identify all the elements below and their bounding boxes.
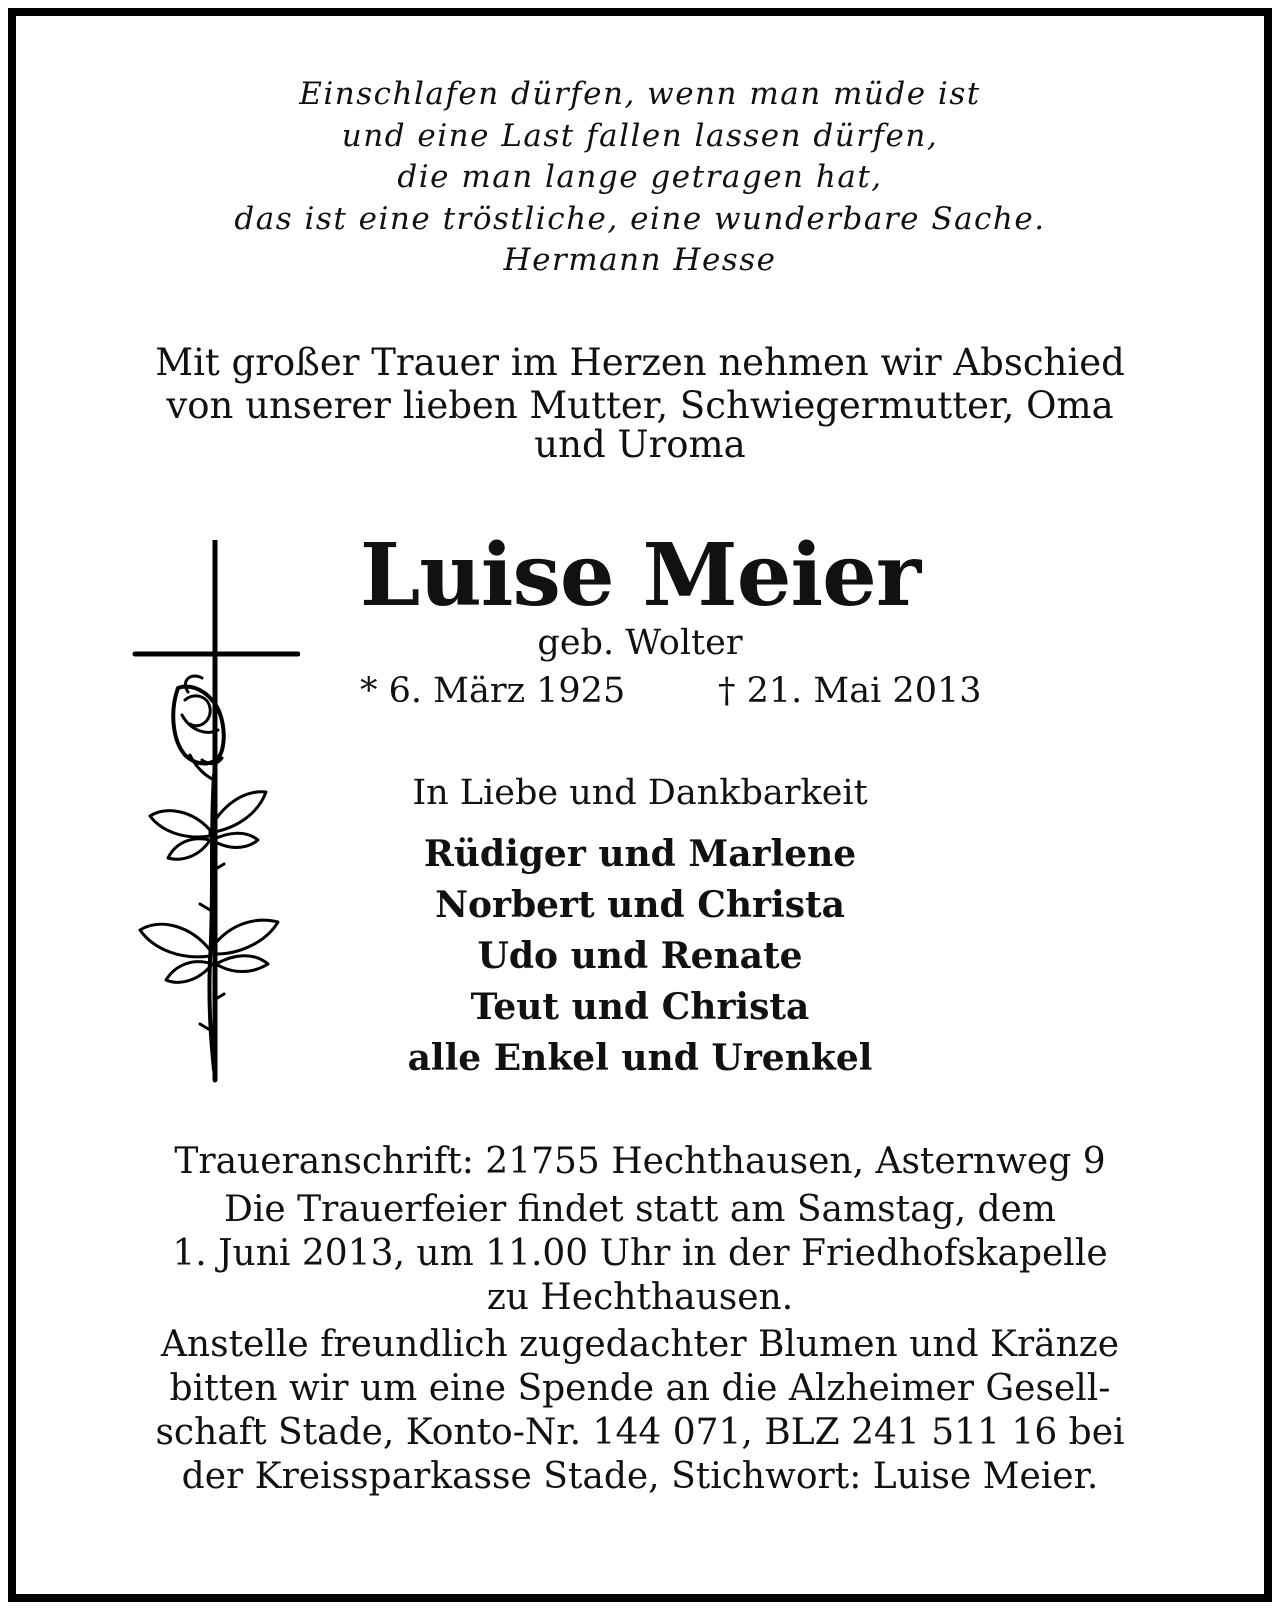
quote-author: Hermann Hesse xyxy=(503,242,777,278)
family-member: alle Enkel und Urenkel xyxy=(407,1037,873,1079)
death-date: † 21. Mai 2013 xyxy=(718,671,982,711)
donation-line: bitten wir um eine Spende an die Alzheimer Gesell- xyxy=(169,1368,1111,1409)
birth-name: geb. Wolter xyxy=(537,623,743,663)
family-member: Udo und Renate xyxy=(477,935,803,977)
deceased-name: Luise Meier xyxy=(359,525,921,626)
life-dates xyxy=(0,671,1280,719)
family-member: Rüdiger und Marlene xyxy=(423,833,857,875)
quote-line: das ist eine tröstliche, eine wunderbare Sache. xyxy=(234,201,1046,237)
quote-line: die man lange getragen hat, xyxy=(397,159,883,195)
quote-line: und eine Last fallen lassen dürfen, xyxy=(341,118,939,154)
donation-line: schaft Stade, Konto-Nr. 144 071, BLZ 241 511 16 bei xyxy=(155,1412,1125,1453)
family-member: Teut und Christa xyxy=(470,986,810,1028)
birth-date: * 6. März 1925 xyxy=(360,671,626,711)
intro-line: und Uroma xyxy=(534,423,746,466)
donation-line: Anstelle freundlich zugedachter Blumen und Kränze xyxy=(160,1324,1120,1365)
donation-line: der Kreissparkasse Stade, Stichwort: Luise Meier. xyxy=(181,1456,1099,1497)
ceremony-line: 1. Juni 2013, um 11.00 Uhr in der Friedhofskapelle xyxy=(172,1233,1108,1274)
dedication: In Liebe und Dankbarkeit xyxy=(412,773,868,813)
intro-line: Mit großer Trauer im Herzen nehmen wir Abschied xyxy=(155,341,1125,384)
family-member: Norbert und Christa xyxy=(435,884,845,926)
quote-line: Einschlafen dürfen, wenn man müde ist xyxy=(299,76,981,112)
intro-line: von unserer lieben Mutter, Schwiegermutter, Oma xyxy=(166,384,1114,427)
ceremony-line: Die Trauerfeier findet statt am Samstag, dem xyxy=(224,1189,1056,1230)
ceremony-line: zu Hechthausen. xyxy=(486,1277,794,1318)
mourning-address: Traueranschrift: 21755 Hechthausen, Asternweg 9 xyxy=(174,1141,1106,1182)
